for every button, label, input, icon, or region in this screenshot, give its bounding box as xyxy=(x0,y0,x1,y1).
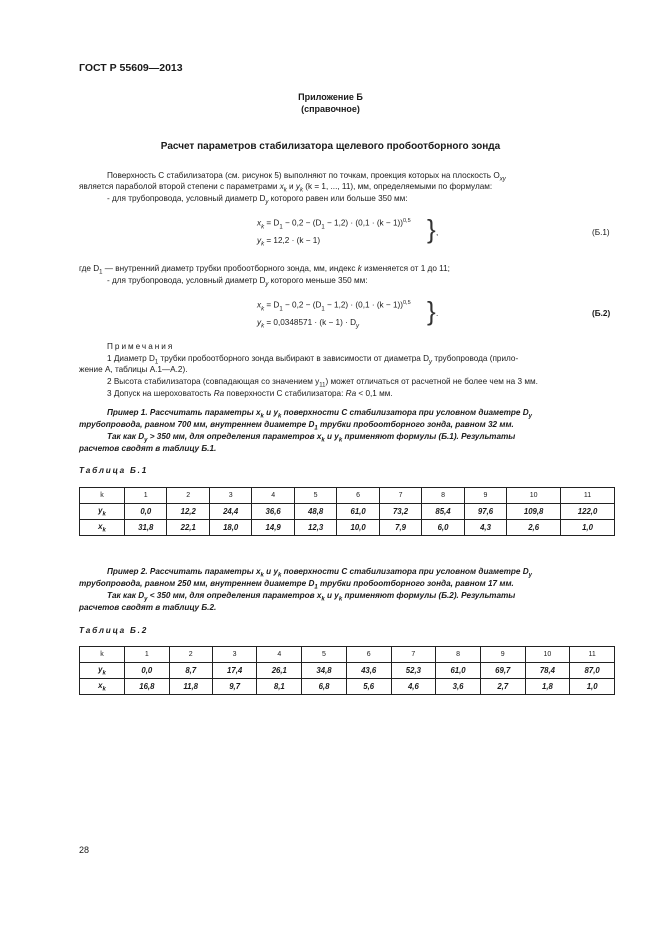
table1-cell-y-7: 73,2 xyxy=(379,504,421,520)
example-2-line-2: трубопровода, равном 250 мм, внутреннем диаметре $D_1$ трубки пробоотборного зонда, равном 17 мм. xyxy=(79,579,514,591)
table-2-row-y xyxy=(80,663,615,679)
table1-cell-x-2: 22,1 xyxy=(167,520,209,536)
table2-cell-x-4: 8,1 xyxy=(257,679,302,695)
appendix-title: Приложение Б xyxy=(298,92,363,102)
table1-cell-x-5: 12,3 xyxy=(294,520,336,536)
table1-cell-k-7: 7 xyxy=(379,488,421,504)
note-1-cont: жение А, таблицы А.1—А.2). xyxy=(79,365,188,374)
table1-cell-x-8: 6,0 xyxy=(422,520,464,536)
example-2-line-4: расчетов сводят в таблицу Б.2. xyxy=(79,603,217,612)
table2-cell-y-1: 0,0 xyxy=(125,663,170,679)
note-3: 3 Допуск на шероховатость Ra поверхности С стабилизатора: Ra < 0,1 мм. xyxy=(107,389,393,398)
table-2 xyxy=(79,646,615,695)
table2-cell-x-2: 11,8 xyxy=(169,679,212,695)
table-2-header-row xyxy=(80,647,615,663)
table1-cell-y-10: 109,8 xyxy=(507,504,561,520)
formula-1-number: (Б.1) xyxy=(592,228,610,237)
table1-cell-x-6: 10,0 xyxy=(337,520,379,536)
table2-cell-y-6: 43,6 xyxy=(346,663,391,679)
table2-cell-k-3: 3 xyxy=(212,647,257,663)
table2-cell-x-3: 9,7 xyxy=(212,679,257,695)
example-2-line-1: Пример 2. Рассчитать параметры $x_k$ и $y_k$ поверхности С стабилизатора при условном диаметре $D_y$ xyxy=(107,567,532,579)
formula-2-line-1: $x_k = D_1 - 0,2 - (D_1 - 1,2) \cdot (0,1 \cdot (k - 1))^{0,5}$ xyxy=(257,300,411,313)
formula-1-line-2: $y_k = 12,2 \cdot (k - 1)$ xyxy=(257,236,321,248)
table1-cell-k-3: 3 xyxy=(209,488,251,504)
table-1-row-y xyxy=(80,504,615,520)
brace-1: } xyxy=(427,214,436,244)
example-2-line-3: Так как $D_y < 350$ мм, для определения параметров $x_k$ и $y_k$ применяют формулы (Б.2). Результаты xyxy=(107,591,516,603)
table2-cell-k-2: 2 xyxy=(169,647,212,663)
table-2-caption: Таблица Б.2 xyxy=(79,626,149,635)
table1-cell-k-10: 10 xyxy=(507,488,561,504)
table-1-x-label: $x_k$ xyxy=(80,520,125,536)
bullet-1: - для трубопровода, условный диаметр $D_y$ которого равен или больше 350 мм: xyxy=(107,194,408,206)
table1-cell-y-1: 0,0 xyxy=(125,504,167,520)
table-2-row-x xyxy=(80,679,615,695)
standard-number: ГОСТ Р 55609—2013 xyxy=(79,62,183,74)
table2-cell-y-5: 34,8 xyxy=(302,663,347,679)
table2-cell-k-5: 5 xyxy=(302,647,347,663)
appendix-subtitle: (справочное) xyxy=(301,104,360,114)
table1-cell-k-1: 1 xyxy=(125,488,167,504)
formula-1-line-1: $x_k = D_1 - 0,2 - (D_1 - 1,2) \cdot (0,1 \cdot (k - 1))^{0,5}$ xyxy=(257,218,411,231)
table2-cell-k-11: 11 xyxy=(570,647,615,663)
table2-cell-y-9: 69,7 xyxy=(480,663,525,679)
table-2-y-label: $y_k$ xyxy=(80,663,125,679)
table1-cell-x-7: 7,9 xyxy=(379,520,421,536)
table2-cell-x-10: 1,8 xyxy=(525,679,570,695)
table1-cell-y-8: 85,4 xyxy=(422,504,464,520)
table2-cell-x-11: 1,0 xyxy=(570,679,615,695)
table1-cell-y-3: 24,4 xyxy=(209,504,251,520)
table2-cell-k-8: 8 xyxy=(436,647,481,663)
table1-cell-x-4: 14,9 xyxy=(252,520,294,536)
table1-cell-y-4: 36,6 xyxy=(252,504,294,520)
notes-title: Примечания xyxy=(107,342,175,351)
table1-cell-k-9: 9 xyxy=(464,488,506,504)
bullet-2: - для трубопровода, условный диаметр $D_y$ которого меньше 350 мм: xyxy=(107,276,368,288)
table1-cell-k-5: 5 xyxy=(294,488,336,504)
table2-cell-x-9: 2,7 xyxy=(480,679,525,695)
formula-2-number: (Б.2) xyxy=(592,309,611,318)
note-2: 2 Высота стабилизатора (совпадающая со значением $y_{11}$) может отличаться от расчетной не более чем на 3 мм. xyxy=(107,377,538,389)
table2-cell-x-1: 16,8 xyxy=(125,679,170,695)
table2-cell-k-10: 10 xyxy=(525,647,570,663)
brace-2: } xyxy=(427,296,436,326)
formula-2-tail: . xyxy=(436,309,439,318)
table2-cell-y-10: 78,4 xyxy=(525,663,570,679)
table2-cell-k-7: 7 xyxy=(391,647,436,663)
table2-cell-y-3: 17,4 xyxy=(212,663,257,679)
table2-cell-k-9: 9 xyxy=(480,647,525,663)
section-title: Расчет параметров стабилизатора щелевого пробоотборного зонда xyxy=(160,141,501,152)
example-1-line-3: Так как $D_y > 350$ мм, для определения параметров $x_k$ и $y_k$ применяют формулы (Б.1). Результаты xyxy=(107,432,516,444)
table1-cell-x-11: 1,0 xyxy=(561,520,615,536)
table-2-header-label: k xyxy=(80,647,125,663)
table1-cell-x-3: 18,0 xyxy=(209,520,251,536)
table1-cell-y-9: 97,6 xyxy=(464,504,506,520)
table1-cell-k-11: 11 xyxy=(561,488,615,504)
table1-cell-k-8: 8 xyxy=(422,488,464,504)
table2-cell-x-8: 3,6 xyxy=(436,679,481,695)
table2-cell-y-7: 52,3 xyxy=(391,663,436,679)
table-1 xyxy=(79,487,615,536)
table-1-header-row xyxy=(80,488,615,504)
where-line: где $D_1$ — внутренний диаметр трубки пробоотборного зонда, мм, индекс k изменяется от 1 до 11; xyxy=(79,264,450,276)
table2-cell-k-1: 1 xyxy=(125,647,170,663)
table-1-header-label: k xyxy=(80,488,125,504)
page-number: 28 xyxy=(79,845,90,855)
table2-cell-x-5: 6,8 xyxy=(302,679,347,695)
table1-cell-x-1: 31,8 xyxy=(125,520,167,536)
table2-cell-y-2: 8,7 xyxy=(169,663,212,679)
table1-cell-x-9: 4,3 xyxy=(464,520,506,536)
table1-cell-y-5: 48,8 xyxy=(294,504,336,520)
table1-cell-k-4: 4 xyxy=(252,488,294,504)
table-1-y-label: $y_k$ xyxy=(80,504,125,520)
table2-cell-y-4: 26,1 xyxy=(257,663,302,679)
table-1-row-x xyxy=(80,520,615,536)
table1-cell-k-2: 2 xyxy=(167,488,209,504)
table1-cell-y-11: 122,0 xyxy=(561,504,615,520)
intro-line-1: Поверхность С стабилизатора (см. рисунок 5) выполняют по точкам, проекция которых на плоскость $O_{xy}$ xyxy=(107,171,506,183)
example-1-line-1: Пример 1. Рассчитать параметры $x_k$ и $y_k$ поверхности С стабилизатора при условном диаметре $D_y$ xyxy=(107,408,532,420)
table2-cell-k-6: 6 xyxy=(346,647,391,663)
example-1-line-2: трубопровода, равном 700 мм, внутреннем диаметре $D_1$ трубки пробоотборного зонда, равном 32 мм. xyxy=(79,420,514,432)
example-1-line-4: расчетов сводят в таблицу Б.1. xyxy=(79,444,217,453)
table2-cell-x-7: 4,6 xyxy=(391,679,436,695)
table2-cell-y-11: 87,0 xyxy=(570,663,615,679)
table1-cell-x-10: 2,6 xyxy=(507,520,561,536)
table1-cell-y-6: 61,0 xyxy=(337,504,379,520)
table-1-caption: Таблица Б.1 xyxy=(79,466,149,475)
table-2-x-label: $x_k$ xyxy=(80,679,125,695)
table1-cell-k-6: 6 xyxy=(337,488,379,504)
intro-line-2: является параболой второй степени с параметрами $x_k$ и $y_k$ (k = 1, ..., 11), мм, определяемыми по формулам: xyxy=(79,182,493,194)
table1-cell-y-2: 12,2 xyxy=(167,504,209,520)
note-1: 1 Диаметр $D_1$ трубки пробоотборного зонда выбирают в зависимости от диаметра $D_y$ трубопровода (прило- xyxy=(107,354,519,366)
formula-2-line-2: $y_k = 0,0348571 \cdot (k - 1) \cdot D_y$ xyxy=(257,318,360,330)
table2-cell-k-4: 4 xyxy=(257,647,302,663)
table2-cell-x-6: 5,6 xyxy=(346,679,391,695)
formula-1-tail: , xyxy=(436,228,439,237)
table2-cell-y-8: 61,0 xyxy=(436,663,481,679)
